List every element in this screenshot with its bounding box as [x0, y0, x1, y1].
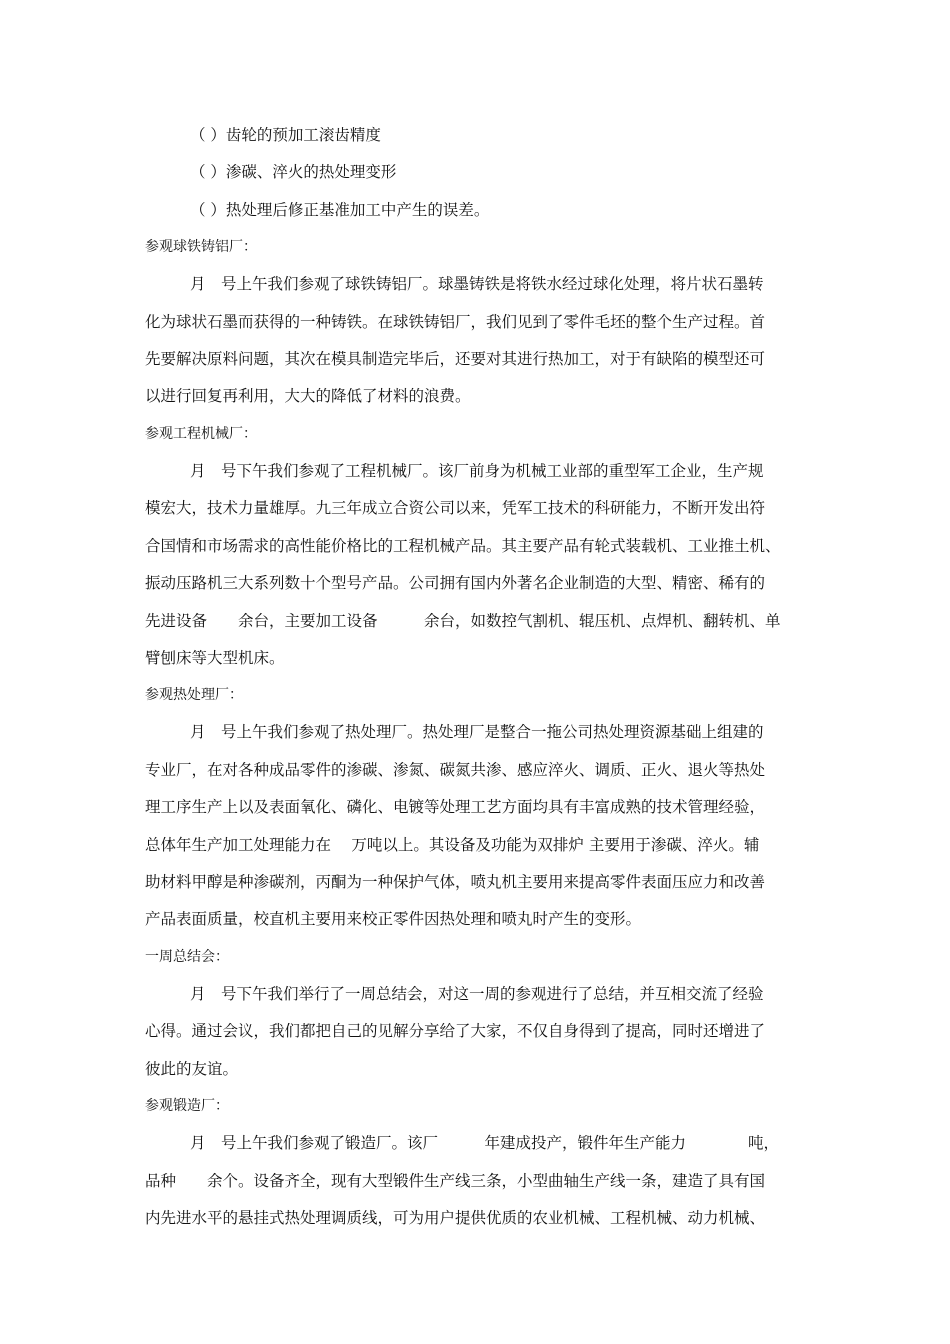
paragraph-line: 品种 余个。设备齐全，现有大型锻件生产线三条，小型曲轴生产线一条，建造了具有国 [145, 1172, 766, 1190]
paragraph-line: 模宏大，技术力量雄厚。九三年成立合资公司以来，凭军工技术的科研能力，不断开发出符 [145, 499, 766, 517]
paragraph-line: 理工序生产上以及表面氧化、磷化、电镀等处理工艺方面均具有丰富成熟的技术管理经验， [145, 798, 766, 816]
paragraph-line: 臂刨床等大型机床。 [145, 649, 285, 667]
option-item: （ ）渗碳、淬火的热处理变形 [190, 163, 397, 181]
paragraph-line: 专业厂，在对各种成品零件的渗碳、渗氮、碳氮共渗、感应淬火、调质、正火、退火等热处 [145, 761, 766, 779]
paragraph-line: 月 号上午我们参观了锻造厂。该厂 年建成投产，锻件年生产能力 吨， [190, 1134, 780, 1152]
paragraph-line: 助材料甲醇是种渗碳剂，丙酮为一种保护气体，喷丸机主要用来提高零件表面压应力和改善 [145, 873, 766, 891]
paragraph-line: 心得。通过会议，我们都把自己的见解分享给了大家，不仅自身得到了提高，同时还增进了 [145, 1022, 766, 1040]
section-heading: 参观锻造厂： [145, 1098, 229, 1114]
paragraph-line: 先进设备 余台，主要加工设备 余台，如数控气割机、辊压机、点焊机、翻转机、单 [145, 612, 781, 630]
section-heading: 参观工程机械厂： [145, 426, 257, 442]
paragraph-line: 先要解决原料问题，其次在模具制造完毕后，还要对其进行热加工，对于有缺陷的模型还可 [145, 350, 766, 368]
paragraph-line: 月 号下午我们参观了工程机械厂。该厂前身为机械工业部的重型军工企业，生产规 [190, 462, 764, 480]
paragraph-line: 月 号上午我们参观了热处理厂。热处理厂是整合一拖公司热处理资源基础上组建的 [190, 723, 764, 741]
option-item: （ ）齿轮的预加工滚齿精度 [190, 126, 381, 144]
section-heading: 参观热处理厂： [145, 687, 243, 703]
option-item: （ ）热处理后修正基准加工中产生的误差。 [190, 201, 490, 219]
paragraph-line: 月 号下午我们举行了一周总结会，对这一周的参观进行了总结，并互相交流了经验 [190, 985, 764, 1003]
section-heading: 一周总结会： [145, 949, 229, 965]
paragraph-line: 以进行回复再利用，大大的降低了材料的浪费。 [145, 387, 471, 405]
paragraph-line: 内先进水平的悬挂式热处理调质线，可为用户提供优质的农业机械、工程机械、动力机械、 [145, 1209, 766, 1227]
paragraph-line: 合国情和市场需求的高性能价格比的工程机械产品。其主要产品有轮式装载机、工业推土机、 [145, 537, 781, 555]
paragraph-line: 振动压路机三大系列数十个型号产品。公司拥有国内外著名企业制造的大型、精密、稀有的 [145, 574, 766, 592]
paragraph-line: 总体年生产加工处理能力在 万吨以上。其设备及功能为双排炉 主要用于渗碳、淬火。辅 [145, 836, 760, 854]
paragraph-line: 月 号上午我们参观了球铁铸铝厂。球墨铸铁是将铁水经过球化处理，将片状石墨转 [190, 275, 764, 293]
paragraph-line: 化为球状石墨而获得的一种铸铁。在球铁铸铝厂，我们见到了零件毛坯的整个生产过程。首 [145, 313, 766, 331]
section-heading: 参观球铁铸铝厂： [145, 239, 257, 255]
paragraph-line: 产品表面质量，校直机主要用来校正零件因热处理和喷丸时产生的变形。 [145, 910, 642, 928]
paragraph-line: 彼此的友谊。 [145, 1060, 239, 1078]
